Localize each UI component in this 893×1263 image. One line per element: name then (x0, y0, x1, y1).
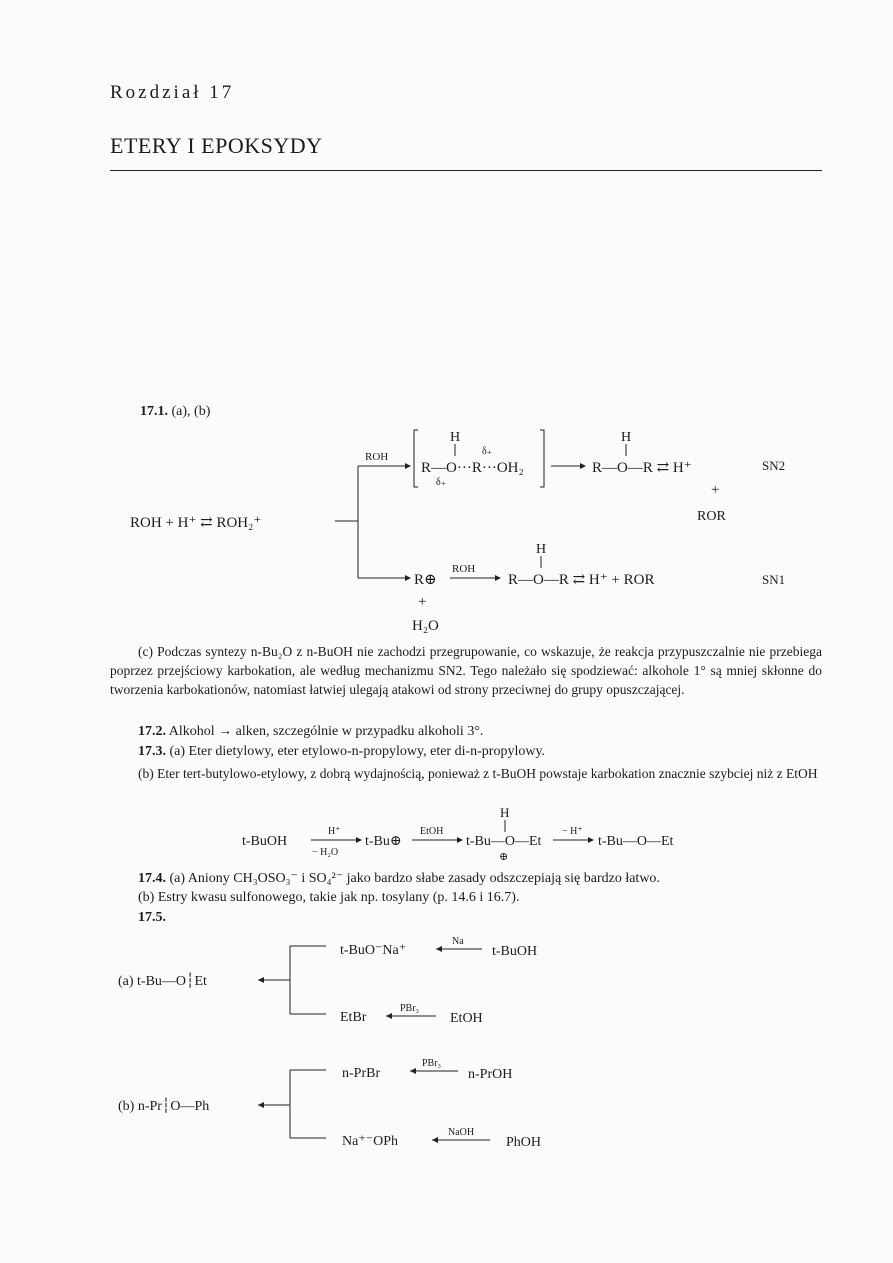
ts-hydrogen: H (450, 430, 461, 445)
oxonium-hydrogen: H (500, 805, 510, 820)
sn2-label: SN2 (762, 458, 786, 473)
reagent-label: Na (452, 936, 464, 947)
sn1-product: R—O—R ⇄ H⁺ + ROR (508, 572, 655, 588)
problem-text: (a) Aniony CH₃OSO₃⁻ i SO₄²⁻ jako bardzo słabe zasady odszczepiają się bardzo łatwo. (169, 871, 660, 886)
transition-state: R—O···R···OH₂ (421, 460, 524, 476)
t-buoh: t-BuOH (242, 834, 288, 849)
arrowhead (436, 946, 442, 952)
chapter-title: ETERY I EPOKSYDY (110, 133, 323, 158)
sn2-product: R—O—R ⇄ H⁺ (592, 460, 692, 476)
source-phenol: PhOH (506, 1135, 542, 1150)
reagent-label: NaOH (448, 1127, 475, 1138)
partial-charge: δ₊ (482, 446, 492, 457)
source-alcohol: EtOH (450, 1011, 483, 1026)
alkyl-halide: n-PrBr (342, 1066, 381, 1081)
problem-text: (a) Eter dietylowy, eter etylowo-n-propylowy, eter di-n-propylowy. (169, 744, 546, 759)
oxonium-ion: t-Bu—O—Et (466, 834, 542, 849)
alkoxide: t-BuO⁻Na⁺ (340, 943, 407, 958)
t-bu-cation: t-Bu⊕ (365, 834, 402, 849)
problem-17-5-heading: 17.5. (138, 910, 166, 925)
paragraph-17-1-c: (c) Podczas syntezy n-Bu₂O z n-BuOH nie zachodzi przegrupowanie, co wskazuje, że reakcja przypuszczalnie nie przebiega poprzez przejściowy karbokation, ale według mechanizmu SN2. Tego należało się spodziewać: alkohole 1° są mniej skłonne do tworzenia karbokationów, natomiast łatwiej ulegają atakowi od strony przeciwnej do grupy opuszczającej. (110, 644, 822, 697)
problem-number: 17.3. (138, 744, 166, 759)
positive-charge: ⊕ (499, 851, 509, 863)
problem-17-4-b: (b) Estry kwasu sulfonowego, takie jak np. tosylany (p. 14.6 i 16.7). (138, 890, 520, 905)
arrowhead (386, 1013, 392, 1019)
target-ether-b: (b) n-Pr┆O—Ph (118, 1099, 210, 1114)
arrowhead (258, 1102, 264, 1108)
reagent-label: − H₂O (312, 847, 339, 858)
product-hydrogen: H (621, 430, 632, 445)
reagent-label: − H⁺ (562, 826, 583, 837)
problem-number: 17.4. (138, 871, 166, 886)
arrowhead (258, 977, 264, 983)
problem-parts: (a), (b) (171, 404, 211, 419)
carbocation: R⊕ (414, 572, 437, 588)
plus-sign: + (418, 594, 427, 610)
product-hydrogen: H (536, 542, 547, 557)
target-ether-a: (a) t-Bu—O┆Et (118, 974, 207, 989)
chapter-number: Rozdział 17 (110, 82, 235, 103)
reagent-label: PBr₃ (422, 1058, 442, 1069)
plus-sign: + (711, 482, 720, 498)
reagent-label: H⁺ (328, 826, 341, 837)
problem-text: Alkohol → alken, szczególnie w przypadku alkoholi 3°. (168, 724, 484, 739)
ror-product: ROR (697, 509, 726, 524)
reagent-label: EtOH (420, 826, 444, 837)
source-alcohol: n-PrOH (468, 1067, 513, 1082)
sn1-label: SN1 (762, 572, 786, 587)
reagent-label: ROH (365, 451, 389, 463)
problem-17-3-b: (b) Eter tert-butylowo-etylowy, z dobrą wydajnością, ponieważ z t-BuOH powstaje karbokation znacznie szybciej niż z EtOH (138, 766, 818, 781)
reagent-label: ROH (452, 563, 476, 575)
source-alcohol: t-BuOH (492, 944, 538, 959)
ether-product: t-Bu—O—Et (598, 834, 674, 849)
alkyl-halide: EtBr (340, 1010, 367, 1025)
problem-number: 17.2. (138, 724, 166, 739)
reagent-label: PBr₃ (400, 1003, 420, 1014)
reactants: ROH + H⁺ ⇄ ROH₂⁺ (130, 515, 262, 531)
arrowhead (410, 1068, 416, 1074)
partial-charge: δ₊ (436, 477, 446, 488)
water: H₂O (412, 618, 439, 634)
arrowhead (432, 1137, 438, 1143)
problem-number: 17.1. (140, 404, 168, 419)
phenoxide: Na⁺⁻OPh (342, 1134, 398, 1149)
